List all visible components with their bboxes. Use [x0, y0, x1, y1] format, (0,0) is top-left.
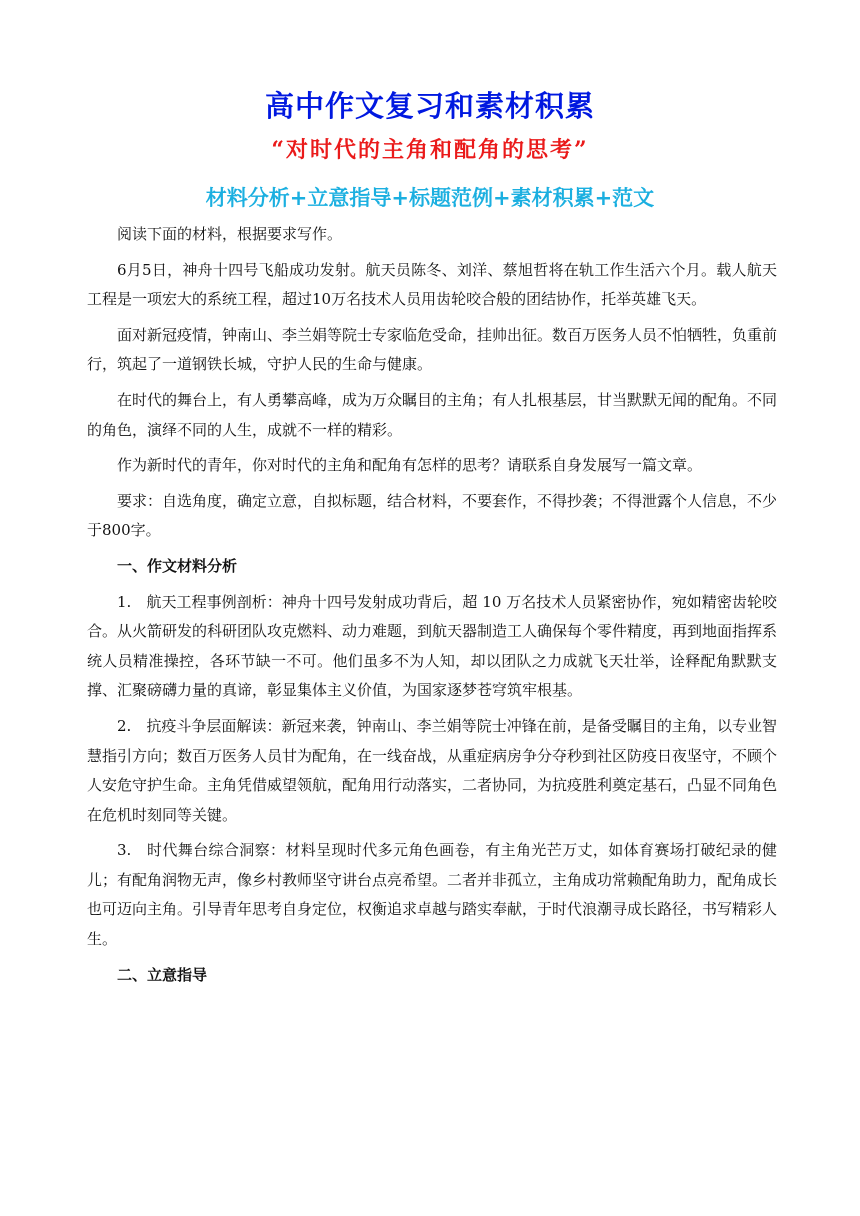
- analysis-item: 1. 航天工程事例剖析：神舟十四号发射成功背后，超 10 万名技术人员紧密协作，宛如精密齿轮咬合。从火箭研发的科研团队攻克燃料、动力难题，到航天器制造工人确保每个零件精度，再到地面指挥系统人员精准操控，各环节缺一不可。他们虽多不为人知，却以团队之力成就飞天壮举，诠释配角默默支撑、汇聚磅礴力量的真谛，彰显集体主义价值，为国家逐梦苍穹筑牢根基。: [87, 592, 778, 700]
- page-tagline: 材料分析+立意指导+标题范例+素材积累+范文: [205, 186, 655, 210]
- prompt-requirements: 要求：自选角度，确定立意，自拟标题，结合材料，不要套作，不得抄袭；不得泄露个人信息，不少于800字。: [87, 491, 778, 540]
- prompt-question: 作为新时代的青年，你对时代的主角和配角有怎样的思考？请联系自身发展写一篇文章。: [117, 456, 703, 475]
- prompt-intro: 阅读下面的材料，根据要求写作。: [117, 225, 343, 243]
- prompt-paragraph: 在时代的舞台上，有人勇攀高峰，成为万众瞩目的主角；有人扎根基层，甘当默默无闻的配角。不同的角色，演绎不同的人生，成就不一样的精彩。: [87, 390, 778, 439]
- page-subtitle: “对时代的主角和配角的思考”: [271, 137, 589, 163]
- section-heading-theme-guidance: 二、立意指导: [117, 965, 208, 984]
- section-heading-material-analysis: 一、作文材料分析: [117, 556, 238, 575]
- analysis-item: 2. 抗疫斗争层面解读：新冠来袭，钟南山、李兰娟等院士冲锋在前，是备受瞩目的主角，以专业智慧指引方向；数百万医务人员甘为配角，在一线奋战，从重症病房争分夺秒到社区防疫日夜坚守，不顾个人安危守护生命。主角凭借威望领航，配角用行动落实，二者协同，为抗疫胜利奠定基石，凸显不同角色在危机时刻同等关键。: [87, 716, 778, 824]
- analysis-item: 3. 时代舞台综合洞察：材料呈现时代多元角色画卷，有主角光芒万丈，如体育赛场打破纪录的健儿；有配角润物无声，像乡村教师坚守讲台点亮希望。二者并非孤立，主角成功常赖配角助力，配角成长也可迈向主角。引导青年思考自身定位，权衡追求卓越与踏实奉献，于时代浪潮寻成长路径，书写精彩人生。: [87, 841, 778, 949]
- prompt-paragraph: 面对新冠疫情，钟南山、李兰娟等院士专家临危受命，挂帅出征。数百万医务人员不怕牺牲，负重前行，筑起了一道钢铁长城，守护人民的生命与健康。: [87, 325, 778, 374]
- page-title: 高中作文复习和素材积累: [264, 89, 595, 123]
- document-body: [87, 220, 777, 990]
- prompt-paragraph: 6月5日，神舟十四号飞船成功发射。航天员陈冬、刘洋、蔡旭哲将在轨工作生活六个月。载人航天工程是一项宏大的系统工程，超过10万名技术人员用齿轮咬合般的团结协作，托举英雄飞天。: [87, 260, 777, 309]
- material-analysis-list: [87, 588, 777, 955]
